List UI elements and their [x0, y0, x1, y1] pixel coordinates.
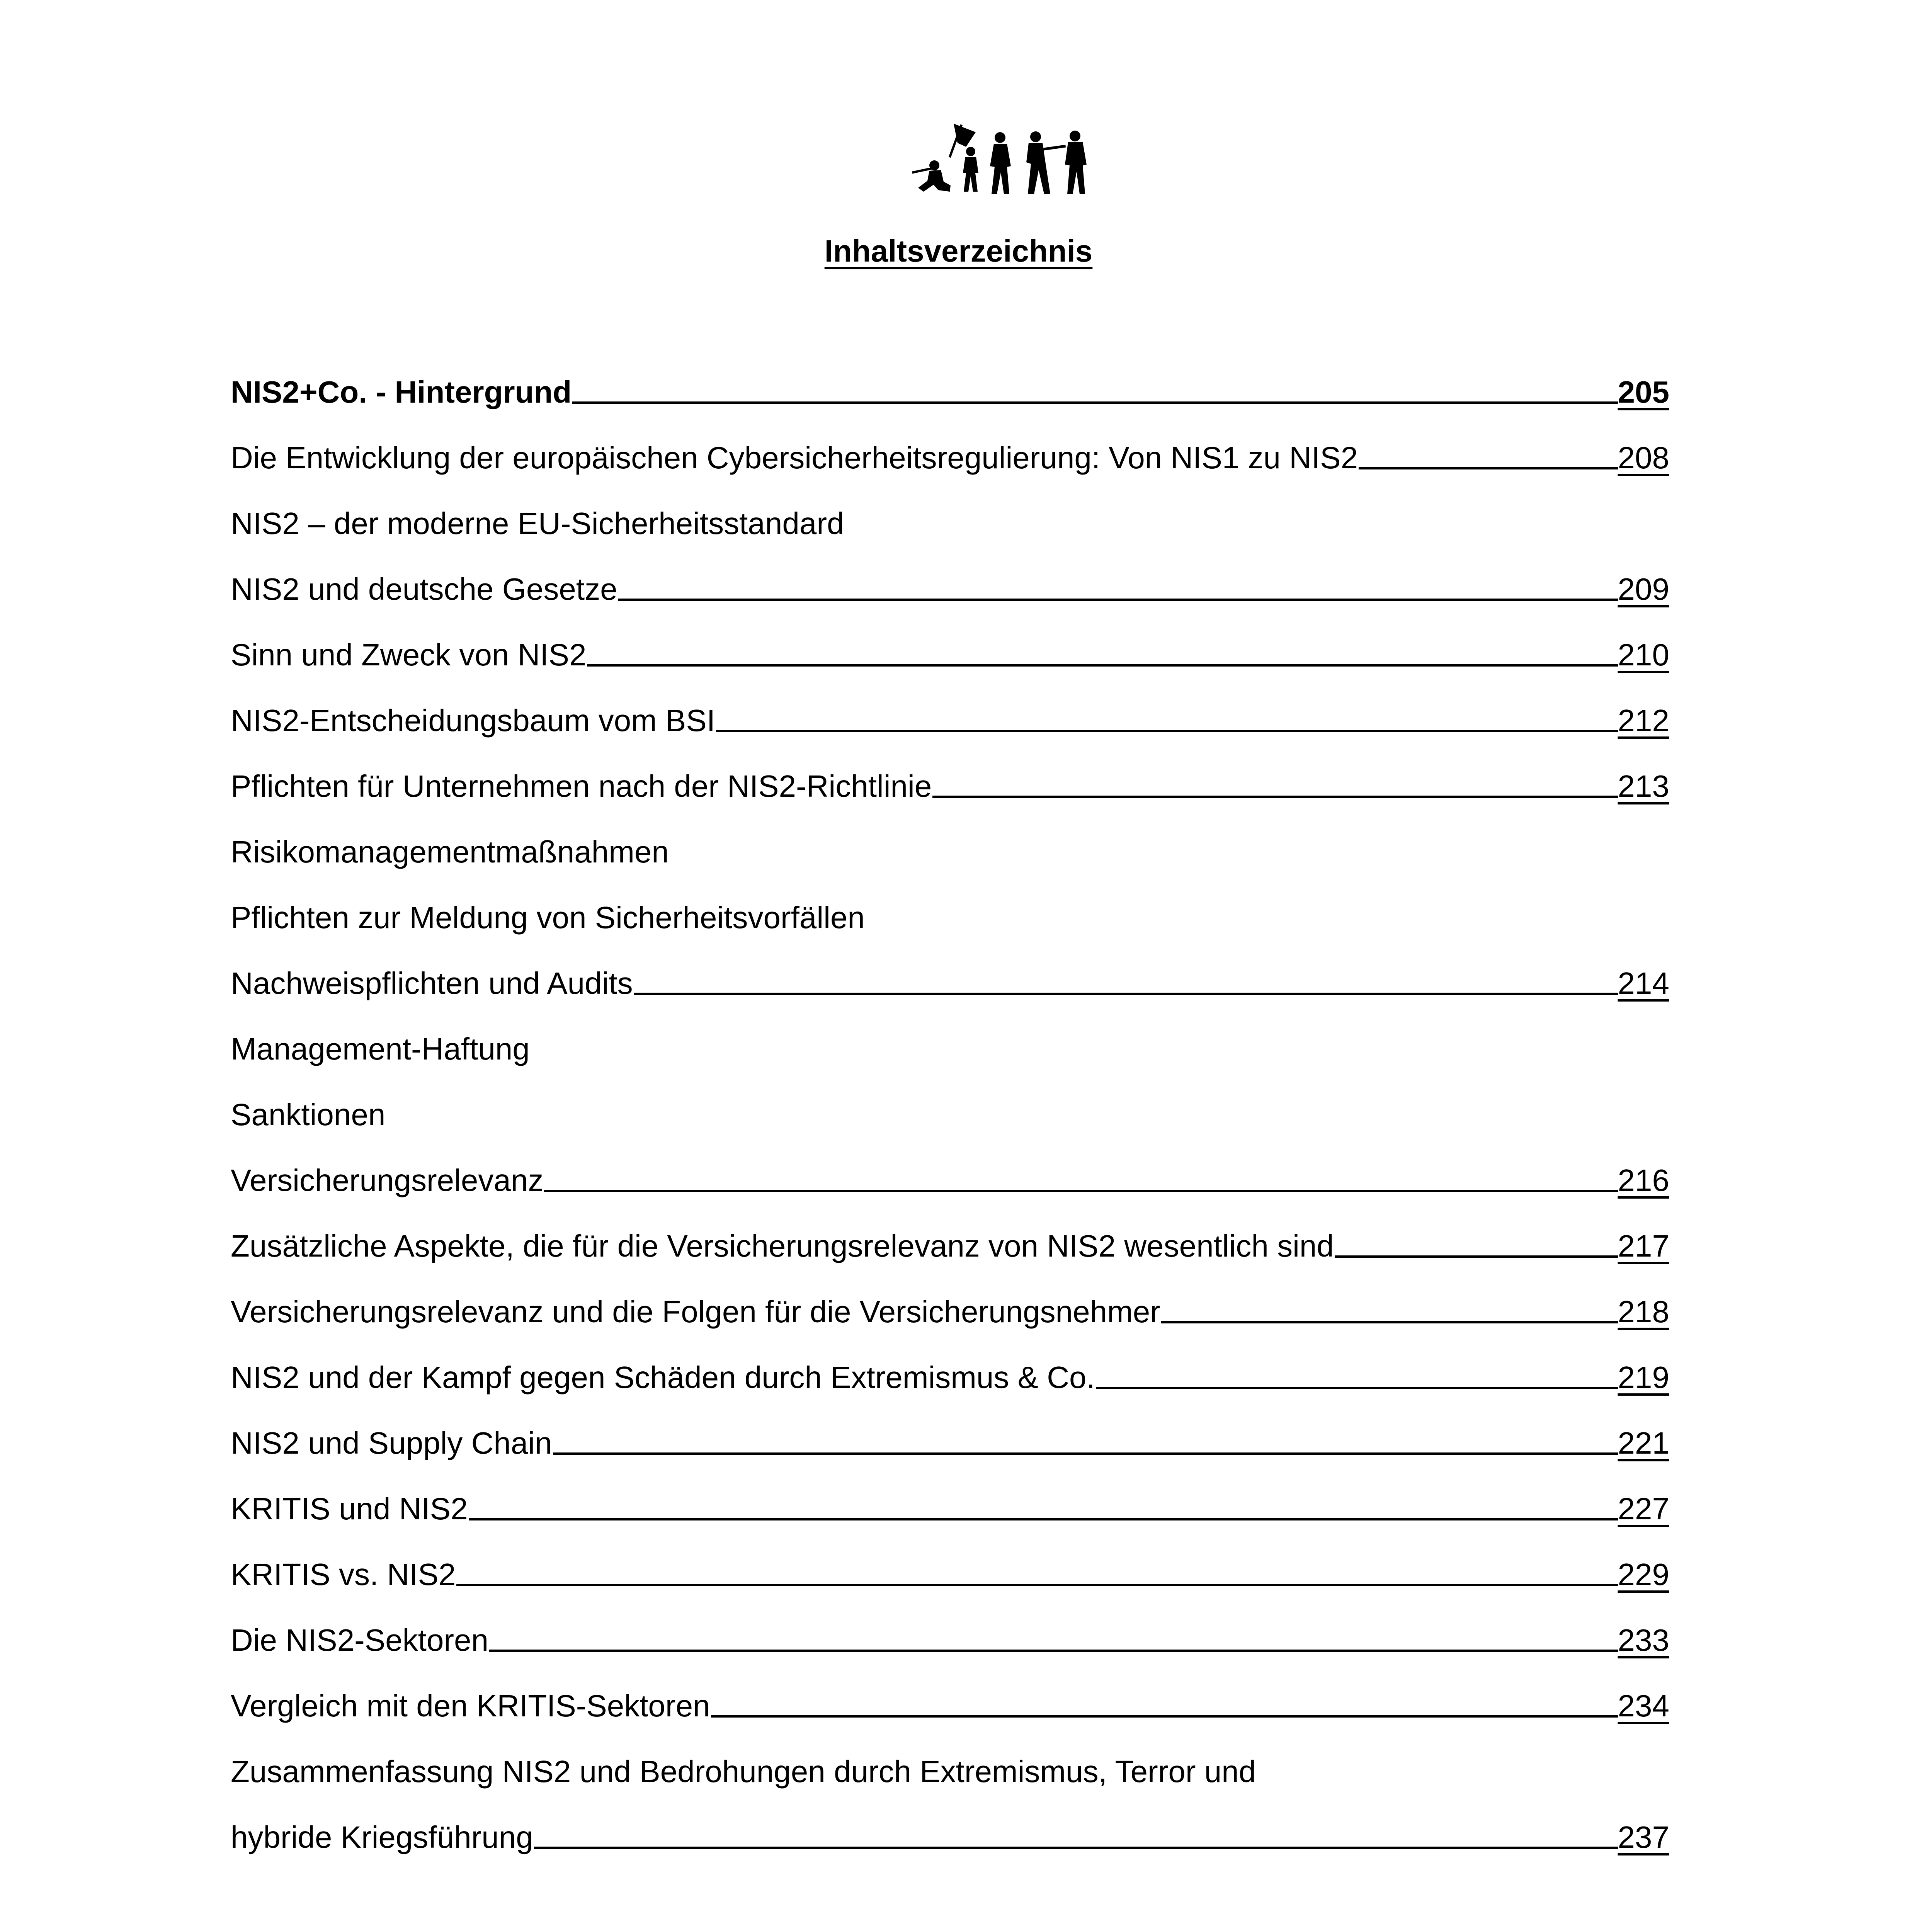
toc-entry[interactable]	[231, 1016, 1669, 1082]
toc-entry[interactable]	[231, 885, 1669, 951]
toc-entry[interactable]	[231, 1739, 1669, 1804]
toc-entry[interactable]	[231, 1542, 1669, 1607]
toc-leader-line	[489, 1650, 1618, 1652]
toc-leader-line	[1096, 1387, 1618, 1389]
toc-entry[interactable]	[231, 491, 1669, 556]
toc-entry[interactable]	[231, 1213, 1669, 1279]
toc-entry-title: Die Entwicklung der europäischen Cybersicherheitsregulierung: Von NIS1 zu NIS2	[231, 440, 1358, 475]
toc-leader-line	[553, 1452, 1618, 1455]
toc-entry-title: KRITIS und NIS2	[231, 1492, 468, 1526]
toc-leader-line	[544, 1190, 1618, 1192]
toc-entry-title: Risikomanagementmaßnahmen	[231, 835, 669, 869]
silhouette-soldiers-icon	[908, 124, 1094, 197]
page-title: Inhaltsverzeichnis	[824, 234, 1093, 268]
toc-page-number: 233	[1618, 1623, 1669, 1657]
toc-leader-line	[534, 1847, 1618, 1849]
toc-entry-title: hybride Kriegsführung	[231, 1820, 533, 1854]
table-of-contents	[231, 359, 1669, 1870]
toc-entry[interactable]	[231, 1279, 1669, 1345]
toc-leader-line	[469, 1518, 1618, 1520]
toc-page-number: 216	[1618, 1163, 1669, 1197]
toc-entry-title: NIS2 und deutsche Gesetze	[231, 572, 617, 606]
toc-page-number: 217	[1618, 1229, 1669, 1263]
toc-leader-line	[618, 599, 1618, 601]
toc-leader-line	[932, 796, 1618, 798]
toc-entry[interactable]	[231, 753, 1669, 819]
toc-entry[interactable]	[231, 425, 1669, 491]
toc-entry[interactable]	[231, 1148, 1669, 1213]
toc-page-number: 213	[1618, 769, 1669, 803]
toc-entry-title: NIS2+Co. - Hintergrund	[231, 375, 572, 409]
toc-page-number: 210	[1618, 638, 1669, 672]
toc-entry-title: Versicherungsrelevanz und die Folgen für die Versicherungsnehmer	[231, 1294, 1160, 1329]
toc-entry-title: Nachweispflichten und Audits	[231, 966, 633, 1000]
toc-entry[interactable]	[231, 622, 1669, 688]
toc-entry[interactable]	[231, 1673, 1669, 1739]
toc-entry-title: Sanktionen	[231, 1097, 386, 1132]
toc-page-number: 229	[1618, 1557, 1669, 1592]
toc-page-number: 237	[1618, 1820, 1669, 1854]
toc-leader-line	[456, 1584, 1618, 1586]
toc-entry[interactable]	[231, 1082, 1669, 1148]
toc-entry[interactable]	[231, 1804, 1669, 1870]
toc-entry[interactable]	[231, 951, 1669, 1016]
toc-entry[interactable]	[231, 819, 1669, 885]
toc-entry-title: KRITIS vs. NIS2	[231, 1557, 456, 1592]
toc-entry[interactable]	[231, 359, 1669, 425]
toc-entry-title: NIS2 – der moderne EU-Sicherheitsstandard	[231, 506, 844, 541]
toc-leader-line	[711, 1715, 1618, 1718]
toc-entry-title: Pflichten für Unternehmen nach der NIS2-Richtlinie	[231, 769, 932, 803]
toc-page-number: 227	[1618, 1492, 1669, 1526]
toc-entry[interactable]	[231, 688, 1669, 753]
toc-entry-title: Vergleich mit den KRITIS-Sektoren	[231, 1689, 710, 1723]
toc-leader-line	[572, 401, 1618, 404]
toc-leader-line	[1335, 1255, 1618, 1258]
toc-page-number: 219	[1618, 1360, 1669, 1395]
toc-leader-line	[634, 993, 1618, 995]
toc-entry-title: Zusammenfassung NIS2 und Bedrohungen durch Extremismus, Terror und	[231, 1754, 1256, 1789]
toc-page-number: 212	[1618, 703, 1669, 738]
toc-entry-title: Sinn und Zweck von NIS2	[231, 638, 587, 672]
toc-leader-line	[587, 664, 1618, 667]
toc-page-number: 234	[1618, 1689, 1669, 1723]
toc-entry-title: Management-Haftung	[231, 1032, 530, 1066]
toc-entry[interactable]	[231, 1410, 1669, 1476]
toc-entry[interactable]	[231, 1607, 1669, 1673]
toc-page-number: 205	[1618, 375, 1669, 409]
toc-page-number: 218	[1618, 1294, 1669, 1329]
toc-leader-line	[1359, 467, 1618, 469]
toc-entry-title: Zusätzliche Aspekte, die für die Versicherungsrelevanz von NIS2 wesentlich sind	[231, 1229, 1334, 1263]
toc-entry-title: NIS2-Entscheidungsbaum vom BSI	[231, 703, 715, 738]
toc-entry[interactable]	[231, 556, 1669, 622]
toc-entry-title: NIS2 und Supply Chain	[231, 1426, 552, 1460]
toc-leader-line	[1161, 1321, 1618, 1323]
toc-page-number: 209	[1618, 572, 1669, 606]
toc-page-number: 214	[1618, 966, 1669, 1000]
toc-entry-title: Versicherungsrelevanz	[231, 1163, 544, 1197]
toc-page-number: 221	[1618, 1426, 1669, 1460]
toc-leader-line	[716, 730, 1618, 732]
toc-entry-title: NIS2 und der Kampf gegen Schäden durch Extremismus & Co.	[231, 1360, 1095, 1395]
toc-entry[interactable]	[231, 1345, 1669, 1410]
toc-entry[interactable]	[231, 1476, 1669, 1542]
toc-entry-title: Pflichten zur Meldung von Sicherheitsvorfällen	[231, 900, 865, 935]
toc-page-number: 208	[1618, 440, 1669, 475]
toc-entry-title: Die NIS2-Sektoren	[231, 1623, 488, 1657]
